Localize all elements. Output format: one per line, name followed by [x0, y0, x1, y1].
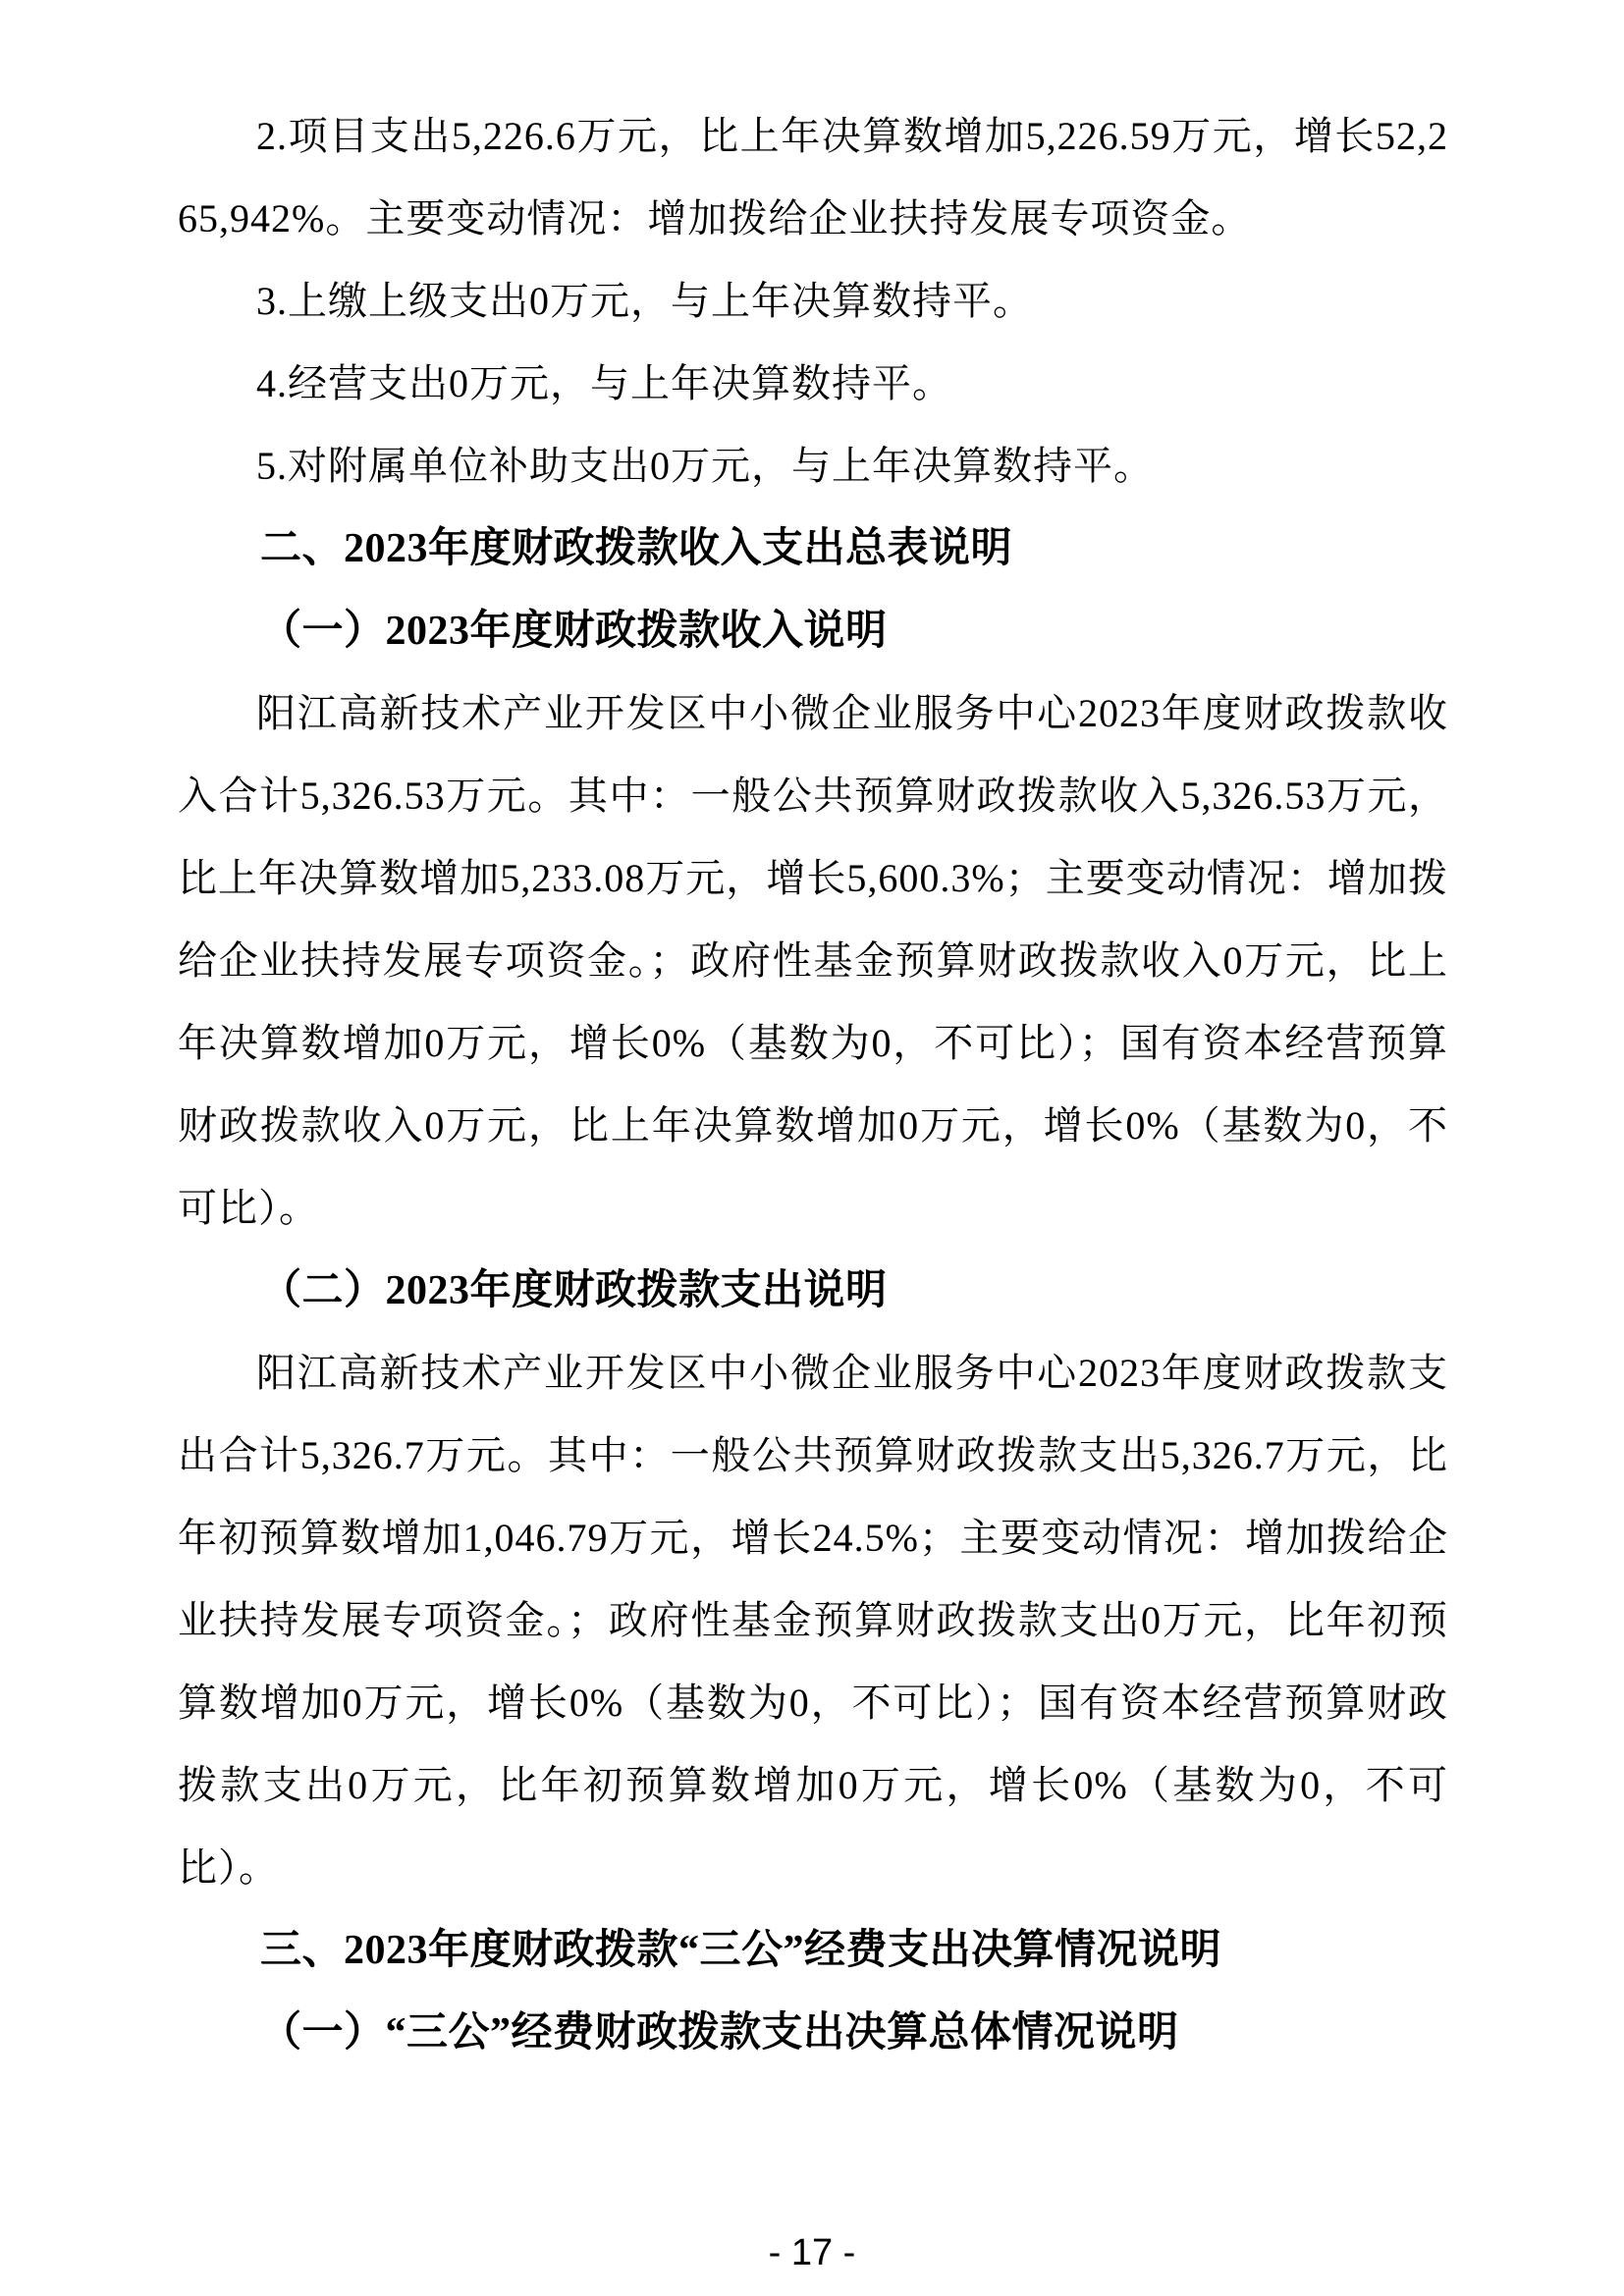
- subsection-heading-fiscal-expenditure: （二）2023年度财政拨款支出说明: [260, 1268, 888, 1313]
- subsection-heading-fiscal-income: （一）2023年度财政拨款收入说明: [260, 609, 888, 654]
- paragraph-upward-remittance: 3.上缴上级支出0万元，与上年决算数持平。: [256, 279, 1033, 323]
- section-heading-fiscal-appropriation-summary: 二、2023年度财政拨款收入支出总表说明: [260, 526, 1013, 571]
- paragraph-project-expenditure: 2.项目支出5,226.6万元，比上年决算数增加5,226.59万元，增长52,265,942%。主要变动情况：增加拨给企业扶持发展专项资金。: [178, 114, 1448, 240]
- section-heading-three-public-expenses: 三、2023年度财政拨款“三公”经费支出决算情况说明: [260, 1928, 1222, 1973]
- paragraph-fiscal-expenditure-detail: 阳江高新技术产业开发区中小微企业服务中心2023年度财政拨款支出合计5,326.7万元。其中：一般公共预算财政拨款支出5,326.7万元，比年初预算数增加1,046.79万元，增长24.5%；主要变动情况：增加拨给企业扶持发展专项资金。；政府性基金预算财政拨款支出0万元，比年初预算数增加0万元，增长0%（基数为0，不可比）；国有资本经营预算财政拨款支出0万元，比年初预算数增加0万元，增长0%（基数为0，不可比）。: [178, 1351, 1448, 1890]
- paragraph-subsidy-to-affiliates: 5.对附属单位补助支出0万元，与上年决算数持平。: [256, 444, 1154, 488]
- paragraph-operating-expenditure: 4.经营支出0万元，与上年决算数持平。: [256, 361, 952, 405]
- subsection-heading-three-public-overview: （一）“三公”经费财政拨款支出决算总体情况说明: [260, 2010, 1179, 2056]
- page-number: - 17 -: [768, 2232, 856, 2273]
- document-content: [178, 95, 1448, 2074]
- paragraph-fiscal-income-detail: 阳江高新技术产业开发区中小微企业服务中心2023年度财政拨款收入合计5,326.53万元。其中：一般公共预算财政拨款收入5,326.53万元，比上年决算数增加5,233.08万元，增长5,600.3%；主要变动情况：增加拨给企业扶持发展专项资金。；政府性基金预算财政拨款收入0万元，比上年决算数增加0万元，增长0%（基数为0，不可比）；国有资本经营预算财政拨款收入0万元，比上年决算数增加0万元，增长0%（基数为0，不可比）。: [178, 691, 1448, 1230]
